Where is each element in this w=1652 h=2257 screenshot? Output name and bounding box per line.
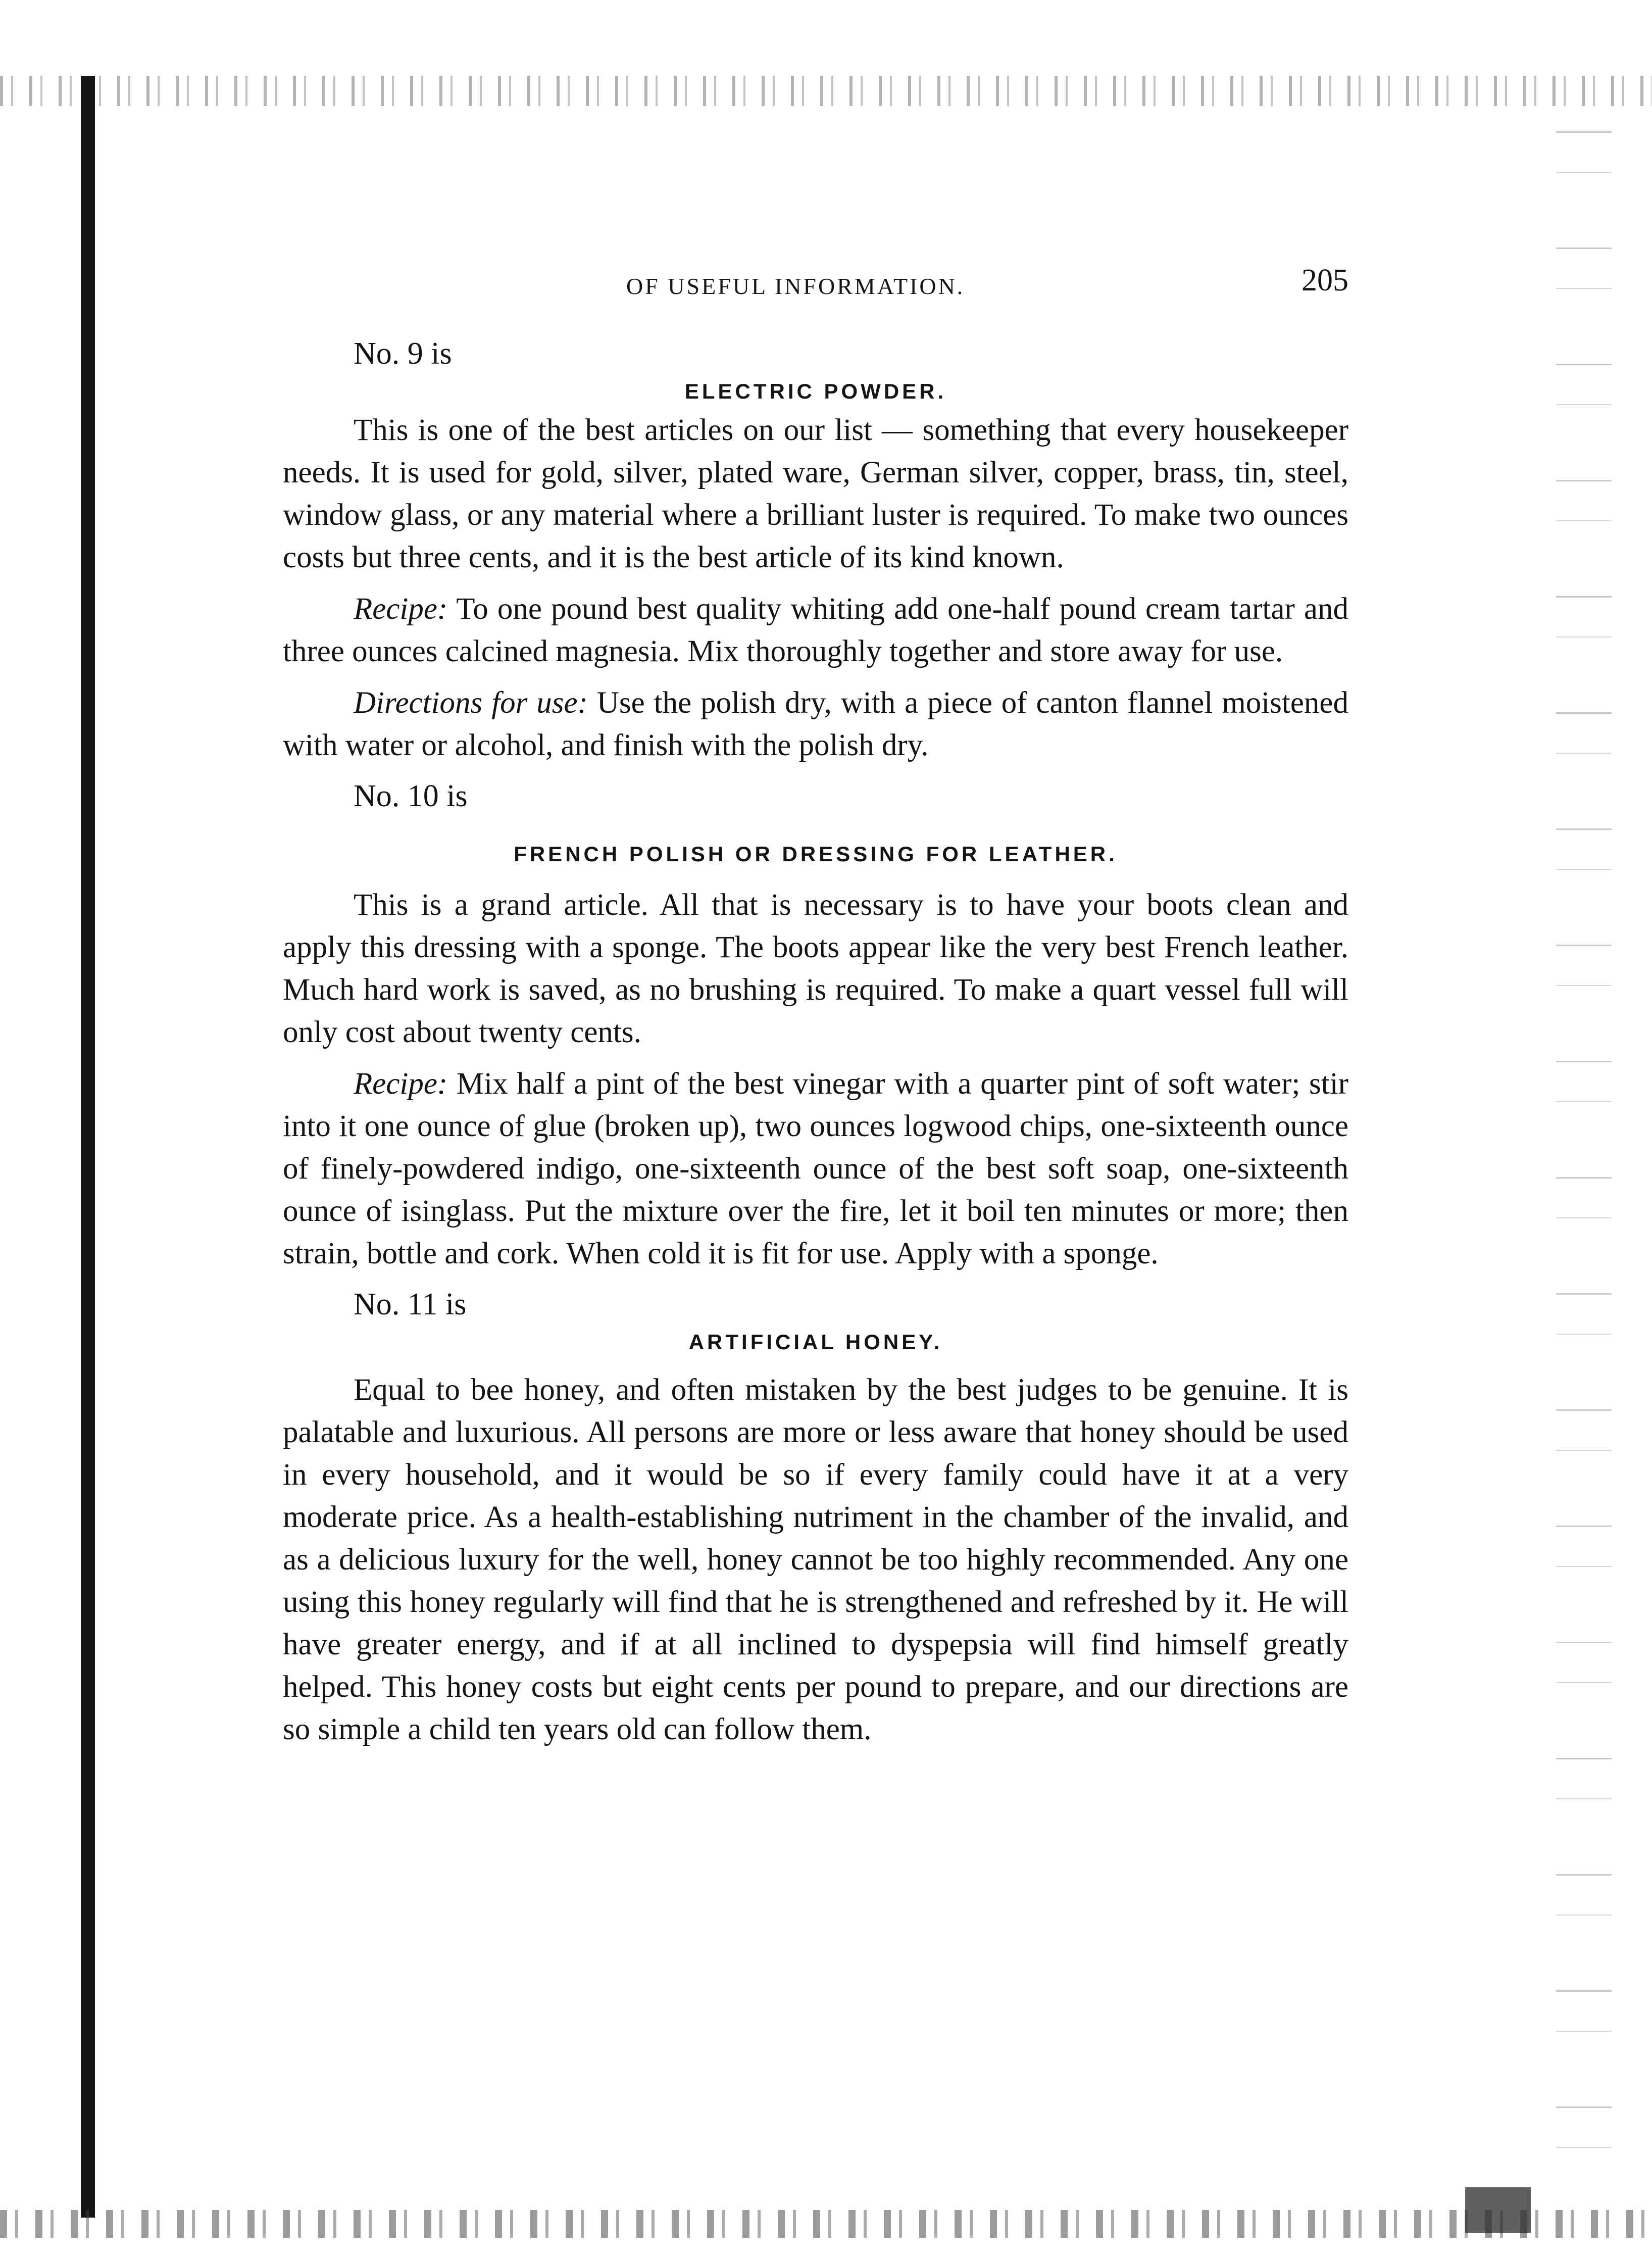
section-intro: This is a grand article. All that is necessary is to have your boots clean and apply this dressing with a sponge. The boots appear like the very best French leather. Much hard work is saved, as no brushing is required. To make a quart vessel full will only cost about twenty cents.: [283, 888, 1348, 1049]
running-title: OF USEFUL INFORMATION.: [626, 273, 965, 299]
recipe-paragraph: [283, 1063, 1348, 1275]
recipe-text: To one pound best quality whiting add one-half pound cream tartar and three ounces calcined magnesia. Mix thoroughly together and store away for use.: [283, 592, 1348, 668]
section-french-polish: [283, 776, 1348, 1275]
recipe-text: Mix half a pint of the best vinegar with a quarter pint of soft water; stir into it one ounce of glue (broken up), two ounces logwood chips, one-sixteenth ounce of finely-powdered indigo, one-sixteenth ounce of the best soft soap, one-sixteenth ounce of isinglass. Put the mixture over the fire, let it boil ten minutes or more; then strain, bottle and cork. When cold it is fit for use. Apply with a sponge.: [283, 1067, 1348, 1270]
section-intro: Equal to bee honey, and often mistaken by the best judges to be genuine. It is palatable and luxurious. All persons are more or less aware that honey should be used in every household, and it would be so if every family could have it at a very moderate price. As a health-establishing nutriment in the chamber of the invalid, and as a delicious luxury for the well, honey cannot be too highly recommended. Any one using this honey regularly will find that he is strengthened and refreshed by it. He will have greater energy, and if at all inclined to dyspepsia will find himself greatly helped. This honey costs but eight cents per pound to prepare, and our directions are so simple a child ten years old can follow them.: [283, 1373, 1348, 1746]
scan-artifact-corner: [1465, 2187, 1531, 2233]
scan-artifact-right: [1556, 101, 1612, 2223]
section-title: FRENCH POLISH OR DRESSING FOR LEATHER.: [514, 842, 1118, 866]
running-head: [283, 263, 1348, 303]
directions-paragraph: [283, 682, 1348, 767]
recipe-paragraph: [283, 588, 1348, 673]
section-title: ARTIFICIAL HONEY.: [688, 1330, 943, 1354]
section-title: ELECTRIC POWDER.: [684, 379, 947, 403]
section-intro: This is one of the best articles on our list — something that every housekeeper needs. It is used for gold, silver, plated ware, German silver, copper, brass, tin, steel, window glass, or any material where a brilliant luster is required. To make two ounces costs but three cents, and it is the best article of its kind known.: [283, 413, 1348, 574]
page-number: 205: [1301, 263, 1348, 298]
scan-artifact-top: [0, 76, 1652, 106]
section-electric-powder: [283, 333, 1348, 767]
scan-artifact-bottom: [0, 2210, 1652, 2238]
book-page: [283, 263, 1348, 1751]
item-number: No. 9 is: [354, 336, 452, 371]
section-artificial-honey: [283, 1284, 1348, 1751]
recipe-label: Recipe:: [354, 592, 448, 626]
item-number: No. 11 is: [354, 1287, 467, 1321]
item-number: No. 10 is: [354, 779, 468, 813]
scan-binding-edge: [81, 76, 95, 2218]
directions-text: Use the polish dry, with a piece of canton flannel moistened with water or alcohol, and finish with the polish dry.: [283, 686, 1348, 762]
recipe-label: Recipe:: [354, 1067, 448, 1101]
directions-label: Directions for use:: [354, 686, 588, 720]
